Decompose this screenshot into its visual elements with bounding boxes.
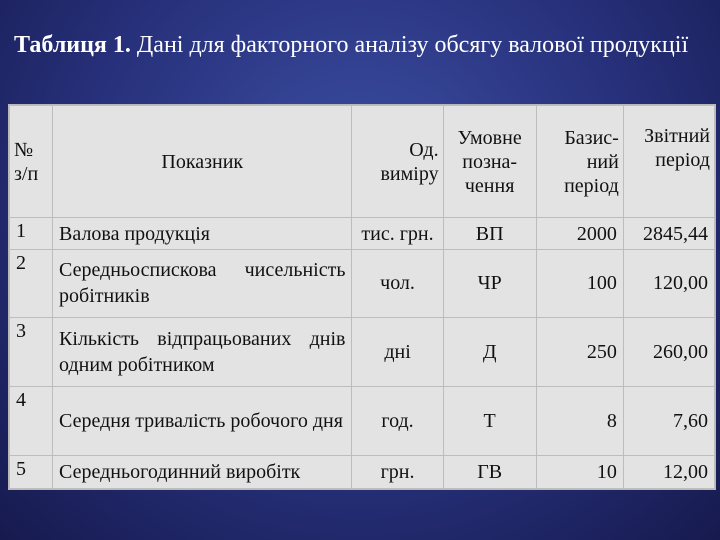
- header-indicator: Показник: [53, 106, 352, 218]
- row-report-value: 12,00: [623, 455, 714, 488]
- row-base-value: 10: [536, 455, 623, 488]
- row-num: 3: [10, 318, 53, 387]
- table-row: [10, 318, 715, 387]
- row-report-value: 120,00: [623, 249, 714, 318]
- row-indicator: Середньогодинний виробітк: [53, 455, 352, 488]
- header-num: № з/п: [10, 106, 53, 218]
- table-row: [10, 386, 715, 455]
- row-report-value: 2845,44: [623, 218, 714, 249]
- row-symbol: Т: [443, 386, 536, 455]
- table-row: [10, 455, 715, 488]
- row-symbol: ВП: [443, 218, 536, 249]
- row-unit: грн.: [352, 455, 443, 488]
- row-unit: год.: [352, 386, 443, 455]
- slide-title: [14, 30, 714, 60]
- row-base-value: 250: [536, 318, 623, 387]
- row-indicator: Середня тривалість робочого дня: [53, 386, 352, 455]
- table-row: [10, 218, 715, 249]
- row-num: 1: [10, 218, 53, 249]
- factor-analysis-table: [9, 105, 715, 489]
- table-row: [10, 249, 715, 318]
- row-unit: тис. грн.: [352, 218, 443, 249]
- row-base-value: 8: [536, 386, 623, 455]
- table-caption: Дані для факторного аналізу обсягу валової продукції: [136, 32, 689, 58]
- row-base-value: 2000: [536, 218, 623, 249]
- row-symbol: ЧР: [443, 249, 536, 318]
- header-unit: Од. виміру: [352, 106, 443, 218]
- table-header-row: [10, 106, 715, 218]
- header-report-period: Звітний період: [623, 106, 714, 218]
- data-table-panel: [8, 104, 716, 490]
- row-num: 2: [10, 249, 53, 318]
- table-number: Таблиця 1.: [14, 32, 131, 58]
- row-base-value: 100: [536, 249, 623, 318]
- header-base-period: Базис- ний період: [536, 106, 623, 218]
- row-indicator: Валова продукція: [53, 218, 352, 249]
- row-unit: чол.: [352, 249, 443, 318]
- row-symbol: Д: [443, 318, 536, 387]
- row-indicator: Кількість відпрацьованих днів одним робітником: [53, 318, 352, 387]
- row-unit: дні: [352, 318, 443, 387]
- header-symbol: Умовне позна- чення: [443, 106, 536, 218]
- row-num: 4: [10, 386, 53, 455]
- row-report-value: 260,00: [623, 318, 714, 387]
- row-report-value: 7,60: [623, 386, 714, 455]
- row-symbol: ГВ: [443, 455, 536, 488]
- row-num: 5: [10, 455, 53, 488]
- row-indicator: Середньоспискова чисельність робітників: [53, 249, 352, 318]
